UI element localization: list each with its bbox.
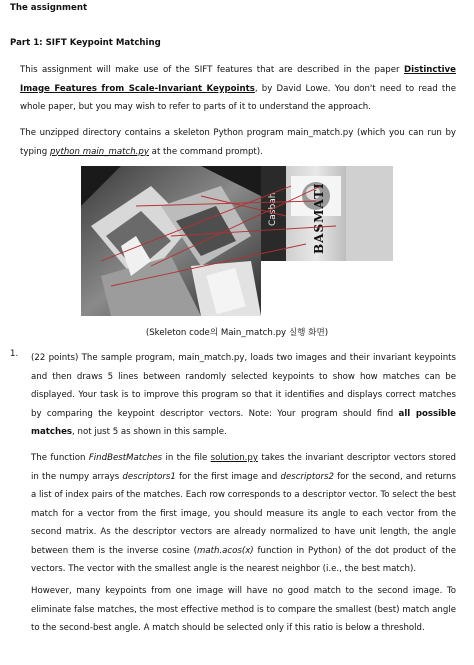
acos-function: math.acos(x) (196, 545, 254, 556)
func-text-b: in the file (162, 453, 211, 463)
box-product-label: BASMATI (312, 182, 326, 254)
intro-paragraph (20, 61, 456, 117)
item-number: 1. (10, 349, 19, 359)
descriptors2-name: descriptors2 (280, 471, 334, 482)
part-title: Part 1: SIFT Keypoint Matching (10, 38, 161, 48)
function-name: FindBestMatches (88, 453, 163, 463)
func-text-d: for the first image and (175, 471, 281, 482)
task-text-end: , not just 5 as shown in this sample. (72, 427, 227, 437)
command-text: python main_match.py (49, 146, 149, 157)
box-brand-label: Casbah (268, 192, 278, 226)
skeleton-paragraph (20, 124, 456, 161)
threshold-paragraph: However, many keypoints from one image will have no good match to the second image. To eliminate false matches, the most effective method is to compare the smallest (best) match angle to the second-best angle. A match should be selected only if this ratio is below a threshold. (31, 586, 456, 633)
task-emphasis: all possible matches (31, 408, 456, 437)
func-text-c: takes the invariant descriptor vectors stored in the numpy arrays (31, 453, 456, 482)
task-text: (22 points) The sample program, main_match.py, loads two images and their invariant keypoints and then draws 5 lines between randomly selected keypoints to show how matches can be displayed. Your task is to improve this program so that it identifies and displays correct matches by comparing the keypoint descriptor vectors. Note: Your program should find (31, 353, 456, 419)
solution-file-link[interactable]: solution.py (210, 453, 258, 463)
descriptors1-name: descriptors1 (122, 471, 176, 482)
func-text-e: for the second, and returns a list of index pairs of the matches. Each row corresponds to a descriptor vector. To select the best match for a vector from the first image, you should measure its angle to each vector from the second matrix. As the descriptor vectors are already normalized to have unit length, the angle between them is the inverse cosine ( (31, 471, 456, 556)
task-paragraph (31, 349, 456, 442)
skeleton-text: The unzipped directory contains a skeleton Python program main_match.py (which you can run by typing (20, 128, 456, 157)
func-text-a: The function (31, 453, 89, 463)
skeleton-text-end: at the command prompt). (148, 146, 263, 157)
paper-link[interactable]: Distinctive Image Features from Scale-Invariant Keypoints (20, 65, 456, 94)
func-text-f: function in Python) of the dot product of the vectors. The vector with the smallest angle is the nearest neighbor (i.e., the best match). (31, 545, 456, 574)
figure-caption: (Skeleton code의 Main_match.py 실행 화면) (145, 328, 329, 338)
intro-text: This assignment will make use of the SIFT features that are described in the paper (20, 65, 405, 75)
intro-text-end: , by David Lowe. You don't need to read the whole paper, but you may wish to refer to parts of it to understand the approach. (20, 83, 457, 112)
page-heading: The assignment (10, 3, 88, 13)
match-image (81, 166, 393, 316)
match-screenshot (81, 166, 393, 316)
function-paragraph (31, 449, 456, 579)
